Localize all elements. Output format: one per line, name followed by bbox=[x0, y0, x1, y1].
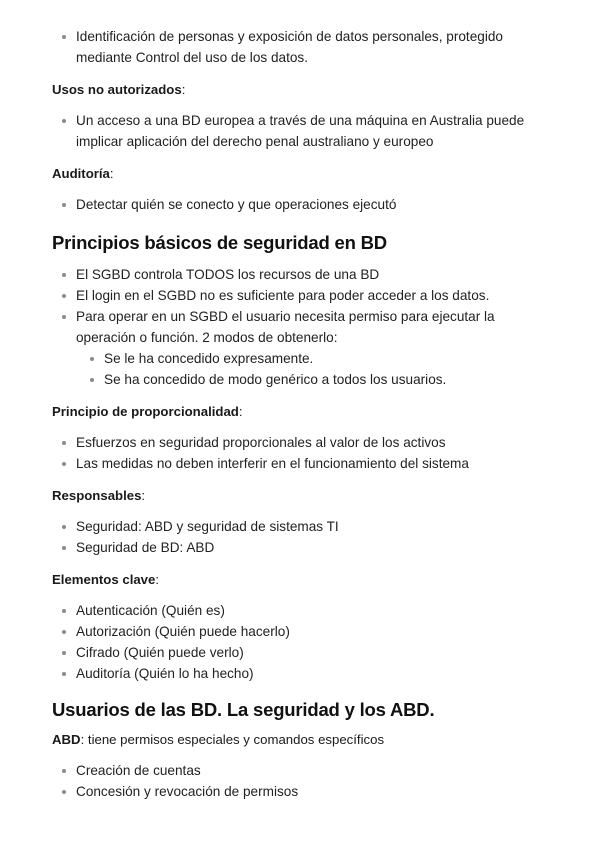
intro-list bbox=[52, 26, 552, 68]
abd-text: : tiene permisos especiales y comandos específicos bbox=[80, 732, 385, 747]
users-heading: Usuarios de las BD. La seguridad y los ABD. bbox=[52, 699, 435, 720]
document-page bbox=[52, 26, 552, 802]
principles-list bbox=[52, 264, 552, 390]
principles-heading: Principios básicos de seguridad en BD bbox=[52, 232, 387, 253]
list-item: Identificación de personas y exposición de datos personales, protegido mediante Control del uso de los datos. bbox=[52, 26, 552, 68]
users-list bbox=[52, 760, 552, 802]
proportionality-list bbox=[52, 432, 552, 474]
responsibles-label: Responsables: bbox=[52, 488, 146, 503]
proportionality-label: Principio de proporcionalidad: bbox=[52, 404, 243, 419]
responsibles-list bbox=[52, 516, 552, 558]
list-item: Cifrado (Quién puede verlo) bbox=[52, 642, 552, 663]
list-item: Esfuerzos en seguridad proporcionales al valor de los activos bbox=[52, 432, 552, 453]
list-item: Detectar quién se conecto y que operaciones ejecutó bbox=[52, 194, 552, 215]
abd-label: ABD bbox=[52, 732, 81, 747]
list-item: El SGBD controla TODOS los recursos de una BD bbox=[52, 264, 552, 285]
list-item: Autenticación (Quién es) bbox=[52, 600, 552, 621]
sub-list-item: Se le ha concedido expresamente. bbox=[76, 348, 552, 369]
list-item: Las medidas no deben interferir en el funcionamiento del sistema bbox=[52, 453, 552, 474]
principles-sublist bbox=[76, 348, 552, 390]
list-item: Seguridad: ABD y seguridad de sistemas TI bbox=[52, 516, 552, 537]
abd-description bbox=[52, 730, 552, 750]
list-item: Concesión y revocación de permisos bbox=[52, 781, 552, 802]
unauthorized-uses-list bbox=[52, 110, 552, 152]
list-item: El login en el SGBD no es suficiente para poder acceder a los datos. bbox=[52, 285, 552, 306]
key-elements-list bbox=[52, 600, 552, 684]
list-item: Auditoría (Quién lo ha hecho) bbox=[52, 663, 552, 684]
list-item: Autorización (Quién puede hacerlo) bbox=[52, 621, 552, 642]
list-item: Seguridad de BD: ABD bbox=[52, 537, 552, 558]
audit-label: Auditoría: bbox=[52, 166, 114, 181]
audit-list bbox=[52, 194, 552, 215]
list-item-text: Para operar en un SGBD el usuario necesita permiso para ejecutar la operación o función. 2 modos de obtenerlo: bbox=[76, 309, 495, 345]
key-elements-label: Elementos clave: bbox=[52, 572, 160, 587]
sub-list-item: Se ha concedido de modo genérico a todos los usuarios. bbox=[76, 369, 552, 390]
list-item bbox=[52, 306, 552, 390]
list-item: Un acceso a una BD europea a través de una máquina en Australia puede implicar aplicación del derecho penal australiano y europeo bbox=[52, 110, 552, 152]
unauthorized-uses-label: Usos no autorizados: bbox=[52, 82, 186, 97]
list-item: Creación de cuentas bbox=[52, 760, 552, 781]
